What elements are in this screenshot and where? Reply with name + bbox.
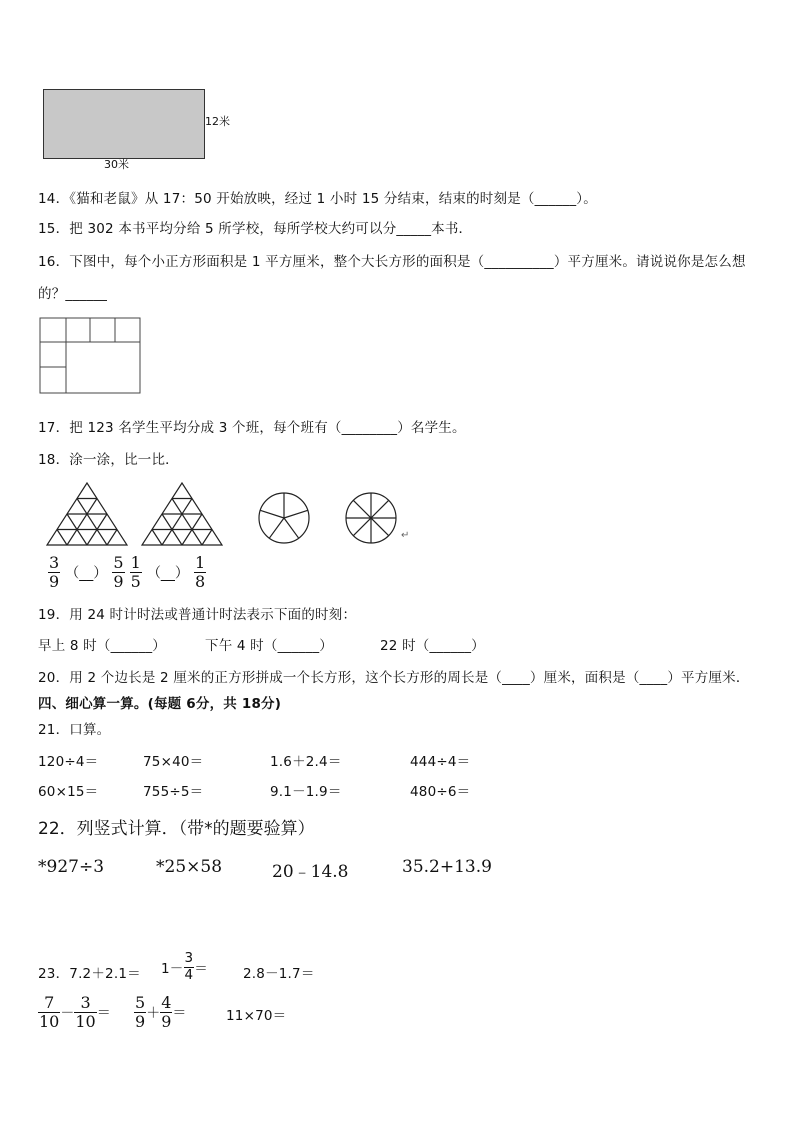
question-14: 14．《猫和老鼠》从 17：50 开始放映，经过 1 小时 15 分结束，结束的时刻是（______）。	[38, 191, 597, 207]
compare-blank-1[interactable]: （__）	[65, 565, 108, 582]
question-23-expr-2	[161, 952, 208, 982]
vertical-calc-2: *25×58	[156, 857, 223, 877]
time-item-2: 下午 4 时（______）	[205, 638, 333, 654]
fraction-3-9: $\frac{3}{9}$	[49, 553, 60, 591]
vertical-calc-1: *927÷3	[38, 857, 105, 877]
time-item-3: 22 时（______）	[380, 638, 485, 654]
oral-calc-1: 120÷4＝	[38, 754, 99, 770]
question-23-expr-6: 11×70＝	[226, 1008, 287, 1024]
fraction-4-9: $\frac{4}{9}$	[161, 993, 172, 1031]
grid-figure	[38, 316, 144, 396]
oral-calc-7: 9.1－1.9＝	[270, 784, 342, 800]
question-18: 18．涂一涂，比一比．	[38, 452, 179, 468]
fraction-7-10: $\frac{7}{10}$	[39, 993, 60, 1031]
question-19: 19．用 24 时计时法或普通计时法表示下面的时刻：	[38, 607, 357, 623]
oral-calc-8: 480÷6＝	[410, 784, 471, 800]
question-16-line2: 的？______	[38, 286, 108, 302]
expr-4-equals: ＝	[96, 1005, 111, 1022]
fraction-1-8: $\frac{1}{8}$	[195, 553, 206, 591]
return-mark: ↵	[401, 530, 410, 541]
oral-calc-6: 755÷5＝	[143, 784, 204, 800]
oral-calc-3: 1.6＋2.4＝	[270, 754, 342, 770]
question-15: 15．把 302 本书平均分给 5 所学校，每所学校大约可以分_____本书．	[38, 221, 473, 237]
expr-4-minus: －	[60, 1005, 75, 1022]
fraction-3-4: $\frac{3}{4}$	[184, 950, 194, 983]
oral-calc-2: 75×40＝	[143, 754, 204, 770]
circle-eight-parts	[343, 490, 399, 546]
fraction-1-5: $\frac{1}{5}$	[130, 553, 141, 591]
fraction-compare-row	[48, 555, 206, 590]
question-22: 22．列竖式计算．（带*的题要验算）	[38, 819, 315, 839]
compare-blank-2[interactable]: （__）	[146, 565, 189, 582]
triangle-grid-2	[140, 481, 224, 547]
oral-calc-5: 60×15＝	[38, 784, 99, 800]
fraction-3-10: $\frac{3}{10}$	[75, 993, 96, 1031]
vertical-calc-3: 20﹣14.8	[272, 862, 349, 882]
vertical-calc-4: 35.2+13.9	[402, 857, 492, 877]
expr-5-plus: ＋	[146, 1005, 161, 1022]
fraction-5-9: $\frac{5}{9}$	[113, 553, 124, 591]
question-23-expr-1: 23．7.2＋2.1＝	[38, 966, 141, 982]
expr-2-prefix: 1－	[161, 961, 184, 977]
question-21: 21．口算。	[38, 722, 111, 738]
expr-5-equals: ＝	[172, 1005, 187, 1022]
question-17: 17．把 123 名学生平均分成 3 个班，每个班有（________）名学生。	[38, 420, 466, 436]
circle-five-parts	[256, 490, 312, 546]
rect-side-label: 12米	[205, 115, 230, 128]
time-item-1: 早上 8 时（______）	[38, 638, 166, 654]
question-20: 20．用 2 个边长是 2 厘米的正方形拼成一个长方形，这个长方形的周长是（____）厘米，面积是（____）平方厘米．	[38, 670, 750, 686]
rect-bottom-label: 30米	[104, 158, 129, 171]
triangle-grid-1	[45, 481, 129, 547]
rectangle-figure	[43, 89, 205, 159]
expr-2-equals: ＝	[194, 961, 208, 977]
question-23-expr-4	[38, 995, 111, 1030]
section-4-heading: 四、细心算一算。(每题 6分，共 18分)	[38, 696, 282, 712]
question-23-expr-5	[134, 995, 186, 1030]
fraction-5-9-b: $\frac{5}{9}$	[135, 993, 146, 1031]
question-16-line1: 16．下图中，每个小正方形面积是 1 平方厘米，整个大长方形的面积是（__________）平方厘米。请说说你是怎么想	[38, 254, 746, 270]
question-23-expr-3: 2.8－1.7＝	[243, 966, 315, 982]
oral-calc-4: 444÷4＝	[410, 754, 471, 770]
